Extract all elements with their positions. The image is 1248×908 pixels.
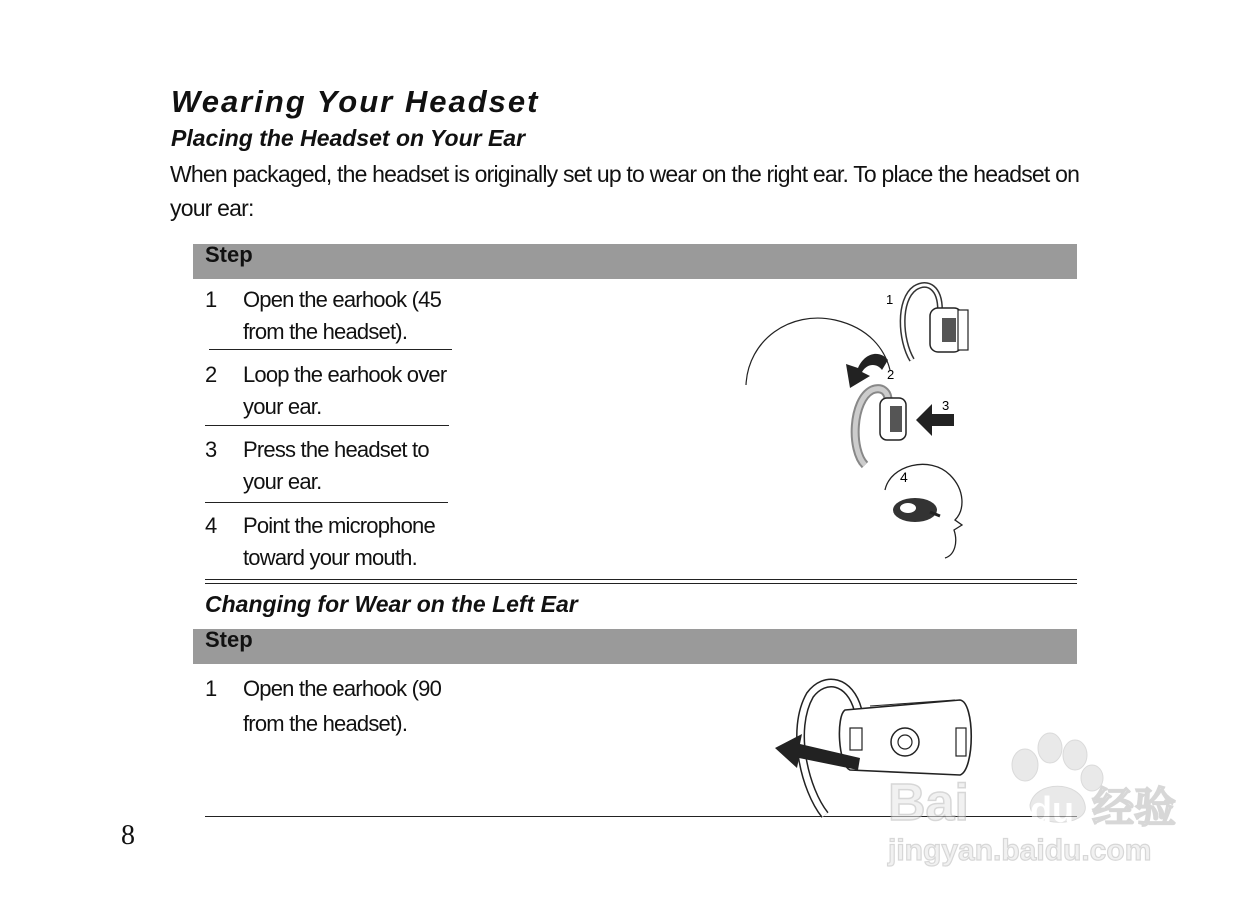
step-number: 1 [205, 287, 217, 312]
step-number: 4 [205, 513, 217, 538]
row-divider [209, 349, 452, 350]
figure-label: 1 [886, 292, 894, 307]
headset-placement-illustration [740, 280, 980, 570]
row-divider [205, 502, 448, 503]
page-title: Wearing Your Headset [171, 84, 540, 119]
step-text: Open the earhook (45 from the headset). [243, 287, 442, 344]
figure-label: 2 [887, 367, 895, 382]
step-text: Point the microphone toward your mouth. [243, 513, 435, 570]
intro-paragraph: When packaged, the headset is originally set up to wear on the right ear. To place the headset on your ear: [170, 161, 1080, 221]
figure-label: 4 [900, 469, 908, 485]
step-header-label: Step [205, 627, 253, 652]
step-text: Loop the earhook over your ear. [243, 362, 447, 419]
step-number: 3 [205, 437, 217, 462]
watermark-url: jingyan.baidu.com [888, 834, 1152, 867]
row-divider [205, 425, 449, 426]
baidu-watermark [880, 710, 1180, 870]
watermark-cn: 经验 [1092, 784, 1177, 831]
step-header-bar [193, 629, 1077, 664]
step-text: Press the headset to your ear. [243, 437, 429, 494]
step-header-label: Step [205, 242, 253, 267]
step-number: 2 [205, 362, 217, 387]
step-header-bar [193, 244, 1077, 279]
section-heading-left-ear: Changing for Wear on the Left Ear [205, 591, 578, 617]
step-text: Open the earhook (90 from the headset). [243, 676, 442, 736]
step-number: 1 [205, 676, 217, 701]
watermark-brand: Bai [888, 774, 969, 832]
watermark-brand2: du [1030, 789, 1074, 830]
page-number: 8 [121, 820, 135, 851]
table-end-rule [205, 579, 1077, 580]
section-heading-placing: Placing the Headset on Your Ear [171, 125, 526, 151]
figure-label: 3 [942, 398, 950, 413]
table-end-rule [205, 583, 1077, 584]
